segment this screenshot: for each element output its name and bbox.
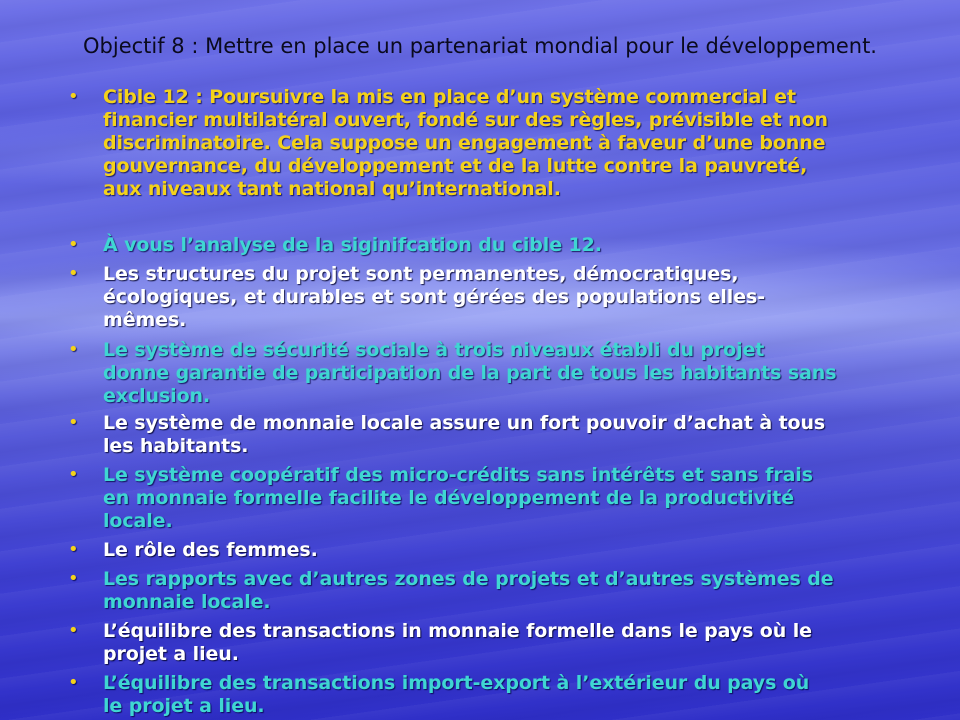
bullet-text [103, 339, 928, 408]
bullet-icon: • [68, 339, 79, 360]
bullet-item-monnaie-locale [68, 412, 936, 458]
text-line: Les structures du projet sont permanentes, démocratiques, [103, 263, 739, 285]
bullet-icon: • [68, 412, 79, 433]
text-line: Le système de sécurité sociale à trois niveaux établi du projet [103, 339, 765, 361]
bullet-icon: • [68, 568, 79, 589]
text-line: Le rôle des femmes. [103, 539, 318, 561]
bullet-text [103, 464, 928, 533]
text-line: le projet a lieu. [103, 695, 265, 717]
bullet-text [103, 620, 928, 666]
text-line: en monnaie formelle facilite le développement de la productivité [103, 487, 794, 509]
bullet-text [103, 672, 928, 718]
text-line: les habitants. [103, 435, 249, 457]
text-line: écologiques, et durables et sont gérées des populations elles- [103, 286, 766, 308]
bullet-item-rapports [68, 568, 936, 614]
bullet-icon: • [68, 234, 79, 255]
bullet-icon: • [68, 263, 79, 284]
bullet-icon: • [68, 672, 79, 693]
text-line: financier multilatéral ouvert, fondé sur des règles, prévisible et non [103, 109, 828, 131]
bullet-item-securite-sociale [68, 339, 936, 408]
bullet-item-role-femmes [68, 539, 936, 562]
text-line: mêmes. [103, 309, 187, 331]
text-line: discriminatoire. Cela suppose un engagement à faveur d’une bonne [103, 132, 826, 154]
slide-title: Objectif 8 : Mettre en place un partenariat mondial pour le développement. [83, 34, 877, 58]
bullet-item-equilibre-import-export [68, 672, 936, 718]
text-line: monnaie locale. [103, 591, 271, 613]
bullet-text [103, 234, 928, 257]
text-line: Cible 12 : Poursuivre la mis en place d’un système commercial et [103, 86, 796, 108]
bullet-icon: • [68, 464, 79, 485]
text-line: locale. [103, 510, 173, 532]
bullet-item-micro-credits [68, 464, 936, 533]
text-line: Les rapports avec d’autres zones de projets et d’autres systèmes de [103, 568, 834, 590]
text-line: aux niveaux tant national qu’international. [103, 178, 561, 200]
bullet-icon: • [68, 539, 79, 560]
bullet-item-structures [68, 263, 936, 332]
text-line: L’équilibre des transactions in monnaie formelle dans le pays où le [103, 620, 812, 642]
text-line: projet a lieu. [103, 643, 239, 665]
bullet-item-analyse [68, 234, 936, 257]
text-line: Le système de monnaie locale assure un fort pouvoir d’achat à tous [103, 412, 826, 434]
bullet-text [103, 412, 928, 458]
bullet-item-cible-12 [68, 86, 936, 201]
text-line: L’équilibre des transactions import-export à l’extérieur du pays où [103, 672, 810, 694]
text-line: Le système coopératif des micro-crédits sans intérêts et sans frais [103, 464, 813, 486]
text-line: exclusion. [103, 385, 211, 407]
bullet-item-equilibre-formelle [68, 620, 936, 666]
bullet-text [103, 539, 928, 562]
text-line: donne garantie de participation de la part de tous les habitants sans [103, 362, 837, 384]
bullet-icon: • [68, 620, 79, 641]
bullet-text [103, 263, 928, 332]
text-line: gouvernance, du développement et de la lutte contre la pauvreté, [103, 155, 808, 177]
bullet-icon: • [68, 86, 79, 107]
bullet-text [103, 86, 928, 201]
text-line: À vous l’analyse de la siginifcation du cible 12. [103, 234, 602, 256]
bullet-text [103, 568, 928, 614]
